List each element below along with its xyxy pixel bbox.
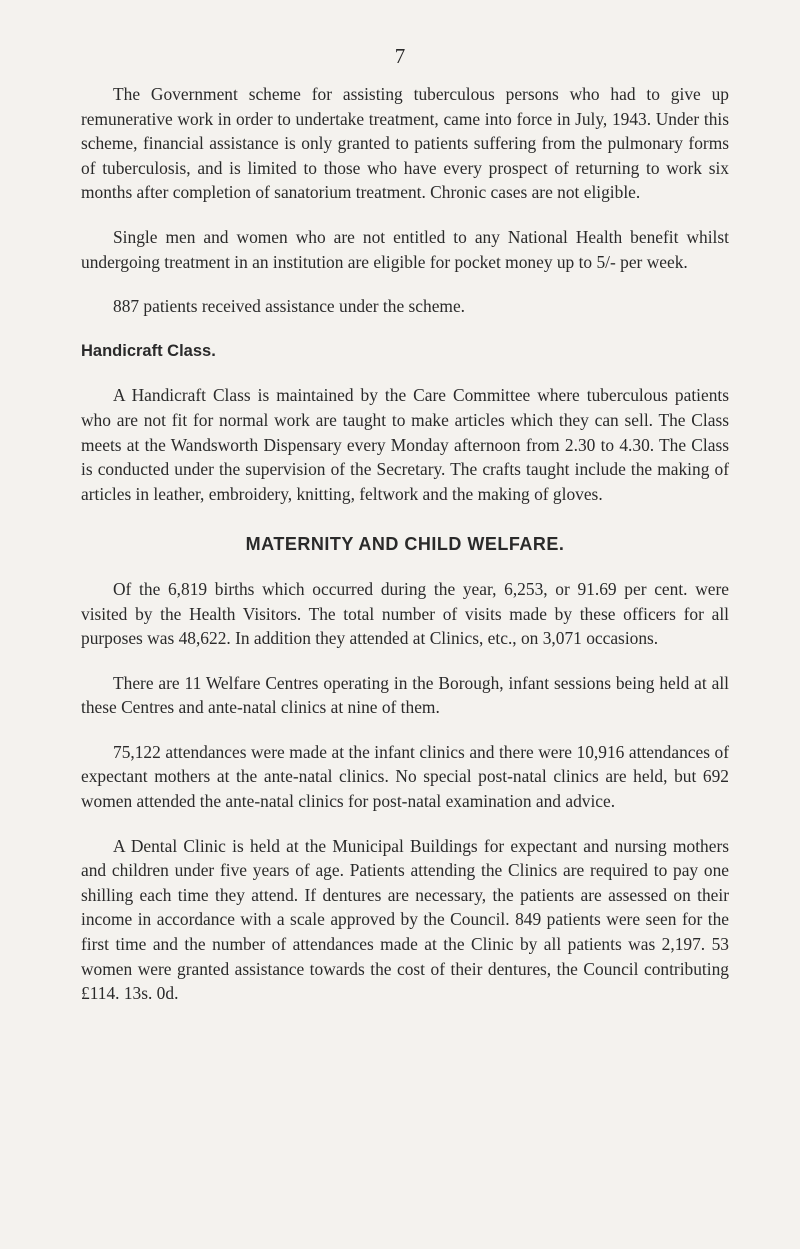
- page-body: [81, 82, 729, 1006]
- paragraph-attendances: 75,122 attendances were made at the infant clinics and there were 10,916 attendances of expectant mothers at the ante-natal clinics. No special post-natal clinics are held, but 692 women attended the ante-natal clinics for post-natal examination and advice.: [81, 741, 729, 812]
- page-number: 7: [394, 44, 406, 68]
- section-heading-maternity: MATERNITY AND CHILD WELFARE.: [245, 534, 565, 555]
- paragraph-government-scheme: The Government scheme for assisting tuberculous persons who had to give up remunerative work in order to undertake treatment, came into force in July, 1943. Under this scheme, financial assistance is only granted to patients suffering from the pulmonary forms of tuberculosis, and is limited to those who have every prospect of returning to work six months after completion of sanatorium treatment. Chronic cases are not eligible.: [81, 84, 729, 203]
- paragraph-welfare-centres: There are 11 Welfare Centres operating in the Borough, infant sessions being held at all these Centres and ante-natal clinics at nine of them.: [81, 672, 729, 718]
- paragraph-pocket-money: Single men and women who are not entitled to any National Health benefit whilst undergoing treatment in an institution are eligible for pocket money up to 5/- per week.: [81, 226, 729, 272]
- paragraph-dental-clinic: A Dental Clinic is held at the Municipal Buildings for expectant and nursing mothers and children under five years of age. Patients attending the Clinics are required to pay one shilling each time they attend. If dentures are necessary, the patients are assessed on their income in accordance with a scale approved by the Council. 849 patients were seen for the first time and the number of attendances made at the Clinic by all patients was 2,197. 53 women were granted assistance towards the cost of their dentures, the Council contributing £114. 13s. 0d.: [81, 835, 729, 1004]
- paragraph-patients-assisted: 887 patients received assistance under the scheme.: [113, 296, 466, 317]
- paragraph-handicraft-class: A Handicraft Class is maintained by the Care Committee where tuberculous patients who are not fit for normal work are taught to make articles which they can sell. The Class meets at the Wandsworth Dispensary every Monday afternoon from 2.30 to 4.30. The Class is conducted under the supervision of the Secretary. The crafts taught include the making of articles in leather, embroidery, knitting, feltwork and the making of gloves.: [81, 385, 729, 504]
- paragraph-births-visits: Of the 6,819 births which occurred during the year, 6,253, or 91.69 per cent. were visited by the Health Visitors. The total number of visits made by these officers for all purposes was 48,622. In addition they attended at Clinics, etc., on 3,071 occasions.: [81, 578, 729, 649]
- section-heading-handicraft: Handicraft Class.: [81, 341, 216, 360]
